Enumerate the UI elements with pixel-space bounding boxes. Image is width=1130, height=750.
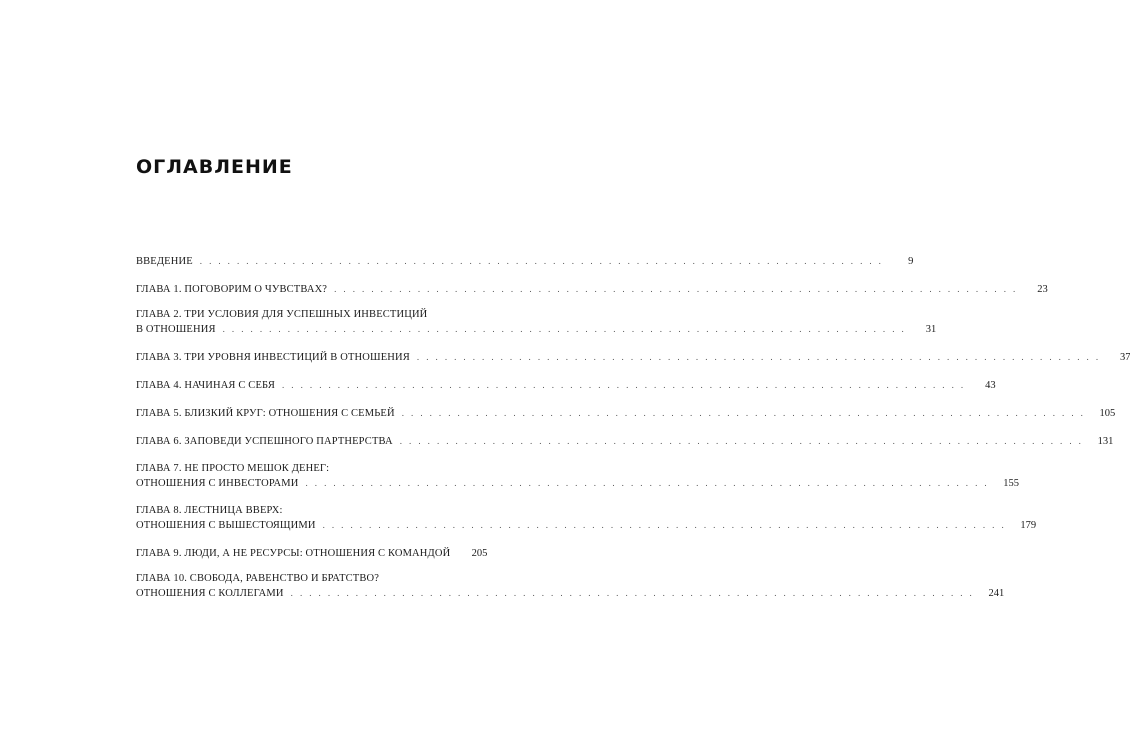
dot-leader: . . . . . . . . . . . . . . . . . . . . . . . . . . . . . . . . . . . . . . . . . . . . . . . . . . . . . . . . . . . . . . . . . . . . . . . . . . xyxy=(401,408,1086,418)
toc-entry xyxy=(136,350,1130,365)
toc-entry xyxy=(136,572,1005,601)
dot-leader: . . . . . . . . . . . . . . . . . . . . . . . . . . . . . . . . . . . . . . . . . . . . . . . . . . . . . . . . . . . . . . . . . . . . . . . . . . xyxy=(305,478,990,488)
toc-entry-line xyxy=(136,476,1020,491)
toc-entry-title: В ОТНОШЕНИЯ xyxy=(136,324,216,335)
toc-entry-title: ГЛАВА 9. ЛЮДИ, А НЕ РЕСУРСЫ: ОТНОШЕНИЯ С КОМАНДОЙ xyxy=(136,548,451,559)
toc-page-number: 205 xyxy=(471,548,488,559)
toc-entry-title: ГЛАВА 4. НАЧИНАЯ С СЕБЯ xyxy=(136,380,275,391)
toc-entry-line xyxy=(136,282,1048,297)
toc-entry-title: ОТНОШЕНИЯ С КОЛЛЕГАМИ xyxy=(136,588,284,599)
toc-entry xyxy=(136,406,1116,421)
toc-page-number: 105 xyxy=(1099,408,1116,419)
toc-entry-title: ГЛАВА 1. ПОГОВОРИМ О ЧУВСТВАХ? xyxy=(136,284,328,295)
toc-entry-title: ГЛАВА 5. БЛИЗКИЙ КРУГ: ОТНОШЕНИЯ С СЕМЬЕЙ xyxy=(136,408,395,419)
dot-leader: . . . . . . . . . . . . . . . . . . . . . . . . . . . . . . . . . . . . . . . . . . . . . . . . . . . . . . . . . . . . . . . . . . . . . . . . . . xyxy=(399,436,1084,446)
dot-leader: . . . . . . . . . . . . . . . . . . . . . . . . . . . . . . . . . . . . . . . . . . . . . . . . . . . . . . . . . . . . . . . . . . . . . . . . . . xyxy=(282,380,966,390)
toc-page-number: 241 xyxy=(988,588,1005,599)
toc-entry xyxy=(136,462,1020,491)
toc-entry-line xyxy=(136,406,1116,421)
toc-entry-title: ГЛАВА 6. ЗАПОВЕДИ УСПЕШНОГО ПАРТНЕРСТВА xyxy=(136,436,393,447)
toc-page-number: 43 xyxy=(985,380,996,391)
toc-page-number: 9 xyxy=(908,256,914,267)
toc-entry xyxy=(136,254,914,269)
toc-page-number: 23 xyxy=(1037,284,1048,295)
toc-entry-line xyxy=(136,518,1037,533)
toc-page-number: 131 xyxy=(1097,436,1114,447)
toc-entry-title-line: ГЛАВА 7. НЕ ПРОСТО МЕШОК ДЕНЕГ: xyxy=(136,463,330,474)
toc-entry xyxy=(136,546,488,561)
toc-entry-title-line: ГЛАВА 10. СВОБОДА, РАВЕНСТВО И БРАТСТВО? xyxy=(136,573,380,584)
toc-entry xyxy=(136,378,996,393)
toc-entry-title-line: ГЛАВА 8. ЛЕСТНИЦА ВВЕРХ: xyxy=(136,505,283,516)
toc-entry-line xyxy=(136,434,1114,449)
toc-entry-title: ВВЕДЕНИЕ xyxy=(136,256,193,267)
toc-entry-line xyxy=(136,254,914,269)
toc-entry-line xyxy=(136,546,488,561)
toc-entry-line xyxy=(136,322,937,337)
toc-entry xyxy=(136,434,1114,449)
dot-leader: . . . . . . . . . . . . . . . . . . . . . . . . . . . . . . . . . . . . . . . . . . . . . . . . . . . . . . . . . . . . . . . . . . . . . . . . . . xyxy=(416,352,1101,362)
dot-leader: . . . . . . . . . . . . . . . . . . . . . . . . . . . . . . . . . . . . . . . . . . . . . . . . . . . . . . . . . . . . . . . . . . . . . . . . . . xyxy=(199,256,884,266)
toc-entry-title: ОТНОШЕНИЯ С ВЫШЕСТОЯЩИМИ xyxy=(136,520,316,531)
toc-entry-title-line: ГЛАВА 2. ТРИ УСЛОВИЯ ДЛЯ УСПЕШНЫХ ИНВЕСТИЦИЙ xyxy=(136,309,428,320)
toc-page-number: 31 xyxy=(925,324,937,335)
toc-entry-title: ОТНОШЕНИЯ С ИНВЕСТОРАМИ xyxy=(136,478,299,489)
toc-page-number: 179 xyxy=(1020,520,1037,531)
dot-leader: . . . . . . . . . . . . . . . . . . . . . . . . . . . . . . . . . . . . . . . . . . . . . . . . . . . . . . . . . . . . . . . . . . . . . . . . . . xyxy=(322,520,1007,530)
dot-leader: . . . . . . . . . . . . . . . . . . . . . . . . . . . . . . . . . . . . . . . . . . . . . . . . . . . . . . . . . . . . . . . . . . . . . . . . . . xyxy=(334,284,1018,294)
toc-entry-line xyxy=(136,586,1005,601)
dot-leader: . . . . . . . . . . . . . . . . . . . . . . . . . . . . . . . . . . . . . . . . . . . . . . . . . . . . . . . . . . . . . . . . . . . . . . . . . . xyxy=(222,324,907,334)
toc-page-number: 155 xyxy=(1003,478,1020,489)
toc-entry xyxy=(136,504,1037,533)
toc-entry xyxy=(136,308,937,337)
toc-entry-line xyxy=(136,350,1130,365)
dot-leader: . . . . . . . . . . . . . . . . . . . . . . . . . . . . . . . . . . . . . . . . . . . . . . . . . . . . . . . . . . . . . . . . . . . . . . . . . . xyxy=(290,588,975,598)
toc-entry-title: ГЛАВА 3. ТРИ УРОВНЯ ИНВЕСТИЦИЙ В ОТНОШЕНИЯ xyxy=(136,352,410,363)
toc-page-number: 37 xyxy=(1119,352,1130,363)
toc-entry-line xyxy=(136,378,996,393)
toc-entry xyxy=(136,282,1048,297)
page-title: ОГЛАВЛЕНИЕ xyxy=(136,156,293,178)
